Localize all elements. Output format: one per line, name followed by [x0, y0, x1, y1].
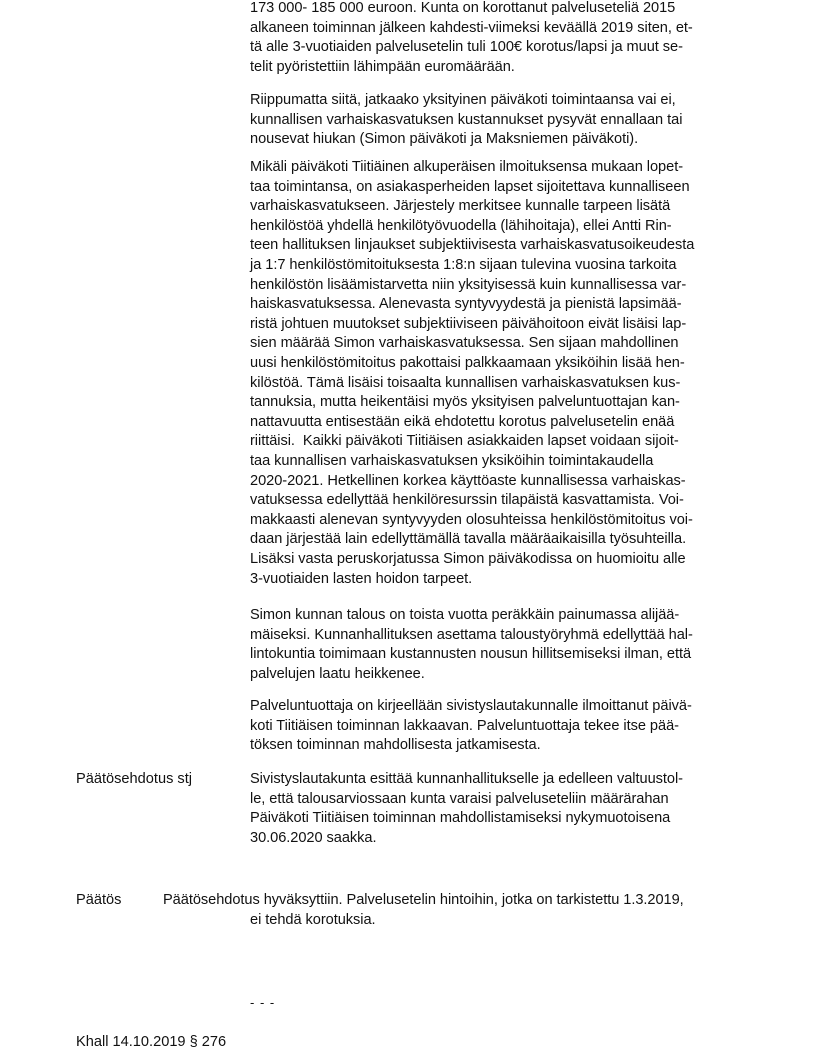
meeting-reference: Khall 14.10.2019 § 276	[76, 1034, 227, 1050]
text-line: Mikäli päiväkoti Tiitiäinen alkuperäisen ilmoituksensa mukaan lopet-	[250, 159, 684, 175]
text-line: makkaasti alenevan syntyvyyden olosuhteissa henkilöstömitoitus voi-	[250, 511, 693, 528]
text-line: 2020-2021. Hetkellinen korkea käyttöaste kunnallisessa varhaiskas-	[250, 472, 686, 489]
text-line: le, että talousarviossaan kunta varaisi palveluseteliin määrärahan	[250, 790, 669, 807]
text-line: tä alle 3-vuotiaiden palvelusetelin tuli 100€ korotus/lapsi ja muut se-	[250, 39, 683, 55]
text-line: nousevat hiukan (Simon päiväkoti ja Maksniemen päiväkoti).	[250, 131, 639, 147]
text-line: mäiseksi. Kunnanhallituksen asettama taloustyöryhmä edellyttää hal-	[250, 626, 693, 643]
text-line: kilöstöä. Tämä lisäisi toisaalta kunnallisen varhaiskasvatuksen kus-	[250, 374, 681, 391]
text-line: kunnallisen varhaiskasvatuksen kustannukset pysyvät ennallaan tai	[250, 111, 683, 128]
text-line: varhaiskasvatukseen. Järjestely merkitsee kunnalle tarpeen lisätä	[250, 198, 671, 215]
text-line: Päiväkoti Tiitiäisen toiminnan mahdollistamiseksi nykymuotoisena	[250, 810, 671, 827]
text-line: alkaneen toiminnan jälkeen kahdesti-viimeksi keväällä 2019 siten, et-	[250, 19, 693, 36]
decision-text-line-1: Päätösehdotus hyväksyttiin. Palvelusetelin hintoihin, jotka on tarkistettu 1.3.2019,	[163, 892, 684, 908]
section-separator: - - -	[250, 995, 276, 1010]
text-line: 30.06.2020 saakka.	[250, 829, 377, 846]
text-line: haiskasvatuksessa. Alenevasta syntyvyydestä ja pienistä lapsimää-	[250, 296, 682, 313]
text-line: ja 1:7 henkilöstömitoituksesta 1:8:n sijaan tulevina vuosina tarkoita	[250, 257, 677, 273]
text-line: riittäisi. Kaikki päiväkoti Tiitiäisen asiakkaiden lapset voidaan sijoit-	[250, 433, 679, 450]
decision-label: Päätös	[76, 892, 122, 908]
text-line: uusi henkilöstömitoitus pakottaisi palkkaamaan yksiköihin lisää hen-	[250, 355, 685, 371]
proposal-label: Päätösehdotus stj	[76, 771, 193, 787]
decision-text-line-2: ei tehdä korotuksia.	[250, 911, 376, 928]
text-line: Riippumatta siitä, jatkaako yksityinen päiväkoti toimintaansa vai ei,	[250, 92, 676, 108]
text-line: telit pyöristettiin lähimpään euromäärään.	[250, 58, 515, 75]
text-line: Lisäksi vasta peruskorjatussa Simon päiväkodissa on huomioitu alle	[250, 551, 686, 567]
text-line: taa kunnallisen varhaiskasvatuksen yksiköihin toimintakaudella	[250, 453, 654, 469]
text-line: palvelujen laatu heikkenee.	[250, 665, 425, 682]
text-line: sien määrää Simon varhaiskasvatuksessa. Sen sijaan mahdollinen	[250, 335, 679, 352]
text-line: teen hallituksen linjaukset subjektiivisesta varhaiskasvatusoikeudesta	[250, 237, 695, 254]
text-line: 173 000- 185 000 euroon. Kunta on korottanut palveluseteliä 2015	[250, 0, 676, 16]
text-line: taa toimintansa, on asiakasperheiden lapset sijoitettava kunnalliseen	[250, 178, 690, 195]
text-line: henkilöstön lisäämistarvetta niin yksityisessä kuin kunnallisessa var-	[250, 276, 687, 293]
text-line: töksen toiminnan mahdollisesta jatkamisesta.	[250, 737, 541, 754]
text-line: Simon kunnan talous on toista vuotta peräkkäin painumassa alijää-	[250, 607, 680, 623]
text-line: nattavuutta entisestään eikä ehdotettu korotus palvelusetelin enää	[250, 413, 675, 430]
text-line: tannuksia, mutta heikentäisi myös yksityisen palveluntuottajan kan-	[250, 394, 680, 411]
text-line: Sivistyslautakunta esittää kunnanhallitukselle ja edelleen valtuustol-	[250, 771, 683, 787]
text-line: vatuksessa edellyttää henkilöresurssin tilapäistä kasvattamista. Voi-	[250, 492, 684, 509]
text-line: ristä johtuen muutokset subjektiiviseen päivähoitoon eivät lisäisi lap-	[250, 315, 687, 332]
text-line: Palveluntuottaja on kirjeellään sivistyslautakunnalle ilmoittanut päivä-	[250, 698, 692, 714]
text-line: koti Tiitiäisen toiminnan lakkaavan. Palveluntuottaja tekee itse pää-	[250, 717, 679, 734]
text-line: 3-vuotiaiden lasten hoidon tarpeet.	[250, 570, 473, 587]
text-line: lintokuntia toimimaan kustannusten nousun hillitsemiseksi ilman, että	[250, 646, 692, 663]
text-line: henkilöstöä yhdellä henkilötyövuodella (lähihoitaja), ellei Antti Rin-	[250, 217, 672, 234]
text-line: daan järjestää lain edellyttämällä tavalla määräaikaisilla työsuhteilla.	[250, 531, 687, 548]
